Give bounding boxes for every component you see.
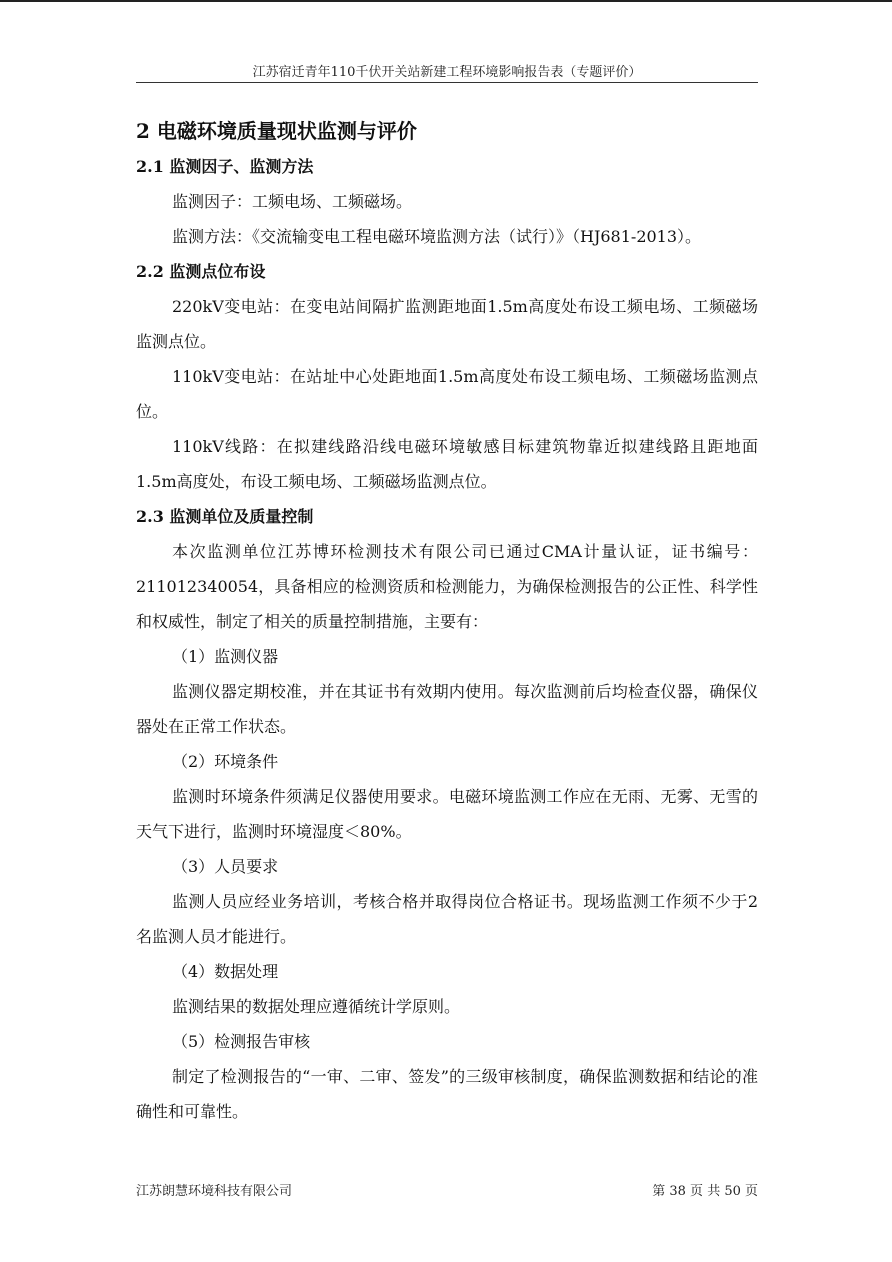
paragraph-monitoring-method: 监测方法：《交流输变电工程电磁环境监测方法（试行）》（HJ681-2013）。 xyxy=(172,227,702,246)
paragraph-110kv-station: 110kV变电站：在站址中心处距地面1.5m高度处布设工频电场、工频磁场监测点位。 xyxy=(136,367,758,421)
item-text-report-review: 制定了检测报告的“一审、二审、签发”的三级审核制度，确保监测数据和结论的准确性和可靠性。 xyxy=(136,1067,758,1121)
section-heading: 2 电磁环境质量现状监测与评价 xyxy=(136,119,417,143)
item-title-data: （4）数据处理 xyxy=(172,962,279,981)
footer-company: 江苏朗慧环境科技有限公司 xyxy=(136,1184,293,1199)
subsection-heading-2-3: 2.3 监测单位及质量控制 xyxy=(136,507,314,526)
item-title-instruments: （1）监测仪器 xyxy=(172,647,279,666)
paragraph-110kv-line: 110kV线路：在拟建线路沿线电磁环境敏感目标建筑物靠近拟建线路且距地面1.5m高度处，布设工频电场、工频磁场监测点位。 xyxy=(136,437,758,491)
item-text-personnel: 监测人员应经业务培训，考核合格并取得岗位合格证书。现场监测工作须不少于2名监测人员才能进行。 xyxy=(136,892,758,946)
item-title-report-review: （5）检测报告审核 xyxy=(172,1032,311,1051)
header-rule xyxy=(136,82,758,83)
paragraph-qc-intro: 本次监测单位江苏博环检测技术有限公司已通过CMA计量认证，证书编号：211012340054，具备相应的检测资质和检测能力，为确保检测报告的公正性、科学性和权威性，制定了相关的质量控制措施，主要有： xyxy=(136,542,758,631)
subsection-heading-2-2: 2.2 监测点位布设 xyxy=(136,262,266,281)
paragraph-monitoring-factors: 监测因子：工频电场、工频磁场。 xyxy=(172,192,413,211)
item-text-data: 监测结果的数据处理应遵循统计学原则。 xyxy=(172,997,461,1016)
paragraph-220kv-station: 220kV变电站：在变电站间隔扩监测距地面1.5m高度处布设工频电场、工频磁场监测点位。 xyxy=(136,297,758,351)
document-body xyxy=(136,115,758,1129)
item-title-personnel: （3）人员要求 xyxy=(172,857,279,876)
item-text-conditions: 监测时环境条件须满足仪器使用要求。电磁环境监测工作应在无雨、无雾、无雪的天气下进行，监测时环境湿度＜80%。 xyxy=(136,787,758,841)
item-text-instruments: 监测仪器定期校准，并在其证书有效期内使用。每次监测前后均检查仪器，确保仪器处在正常工作状态。 xyxy=(136,682,758,736)
running-header: 江苏宿迁青年110千伏开关站新建工程环境影响报告表（专题评价） xyxy=(252,65,642,80)
page-top-border xyxy=(0,0,892,2)
footer-page-number: 第 38 页 共 50 页 xyxy=(652,1184,758,1199)
item-title-conditions: （2）环境条件 xyxy=(172,752,279,771)
subsection-heading-2-1: 2.1 监测因子、监测方法 xyxy=(136,157,314,176)
